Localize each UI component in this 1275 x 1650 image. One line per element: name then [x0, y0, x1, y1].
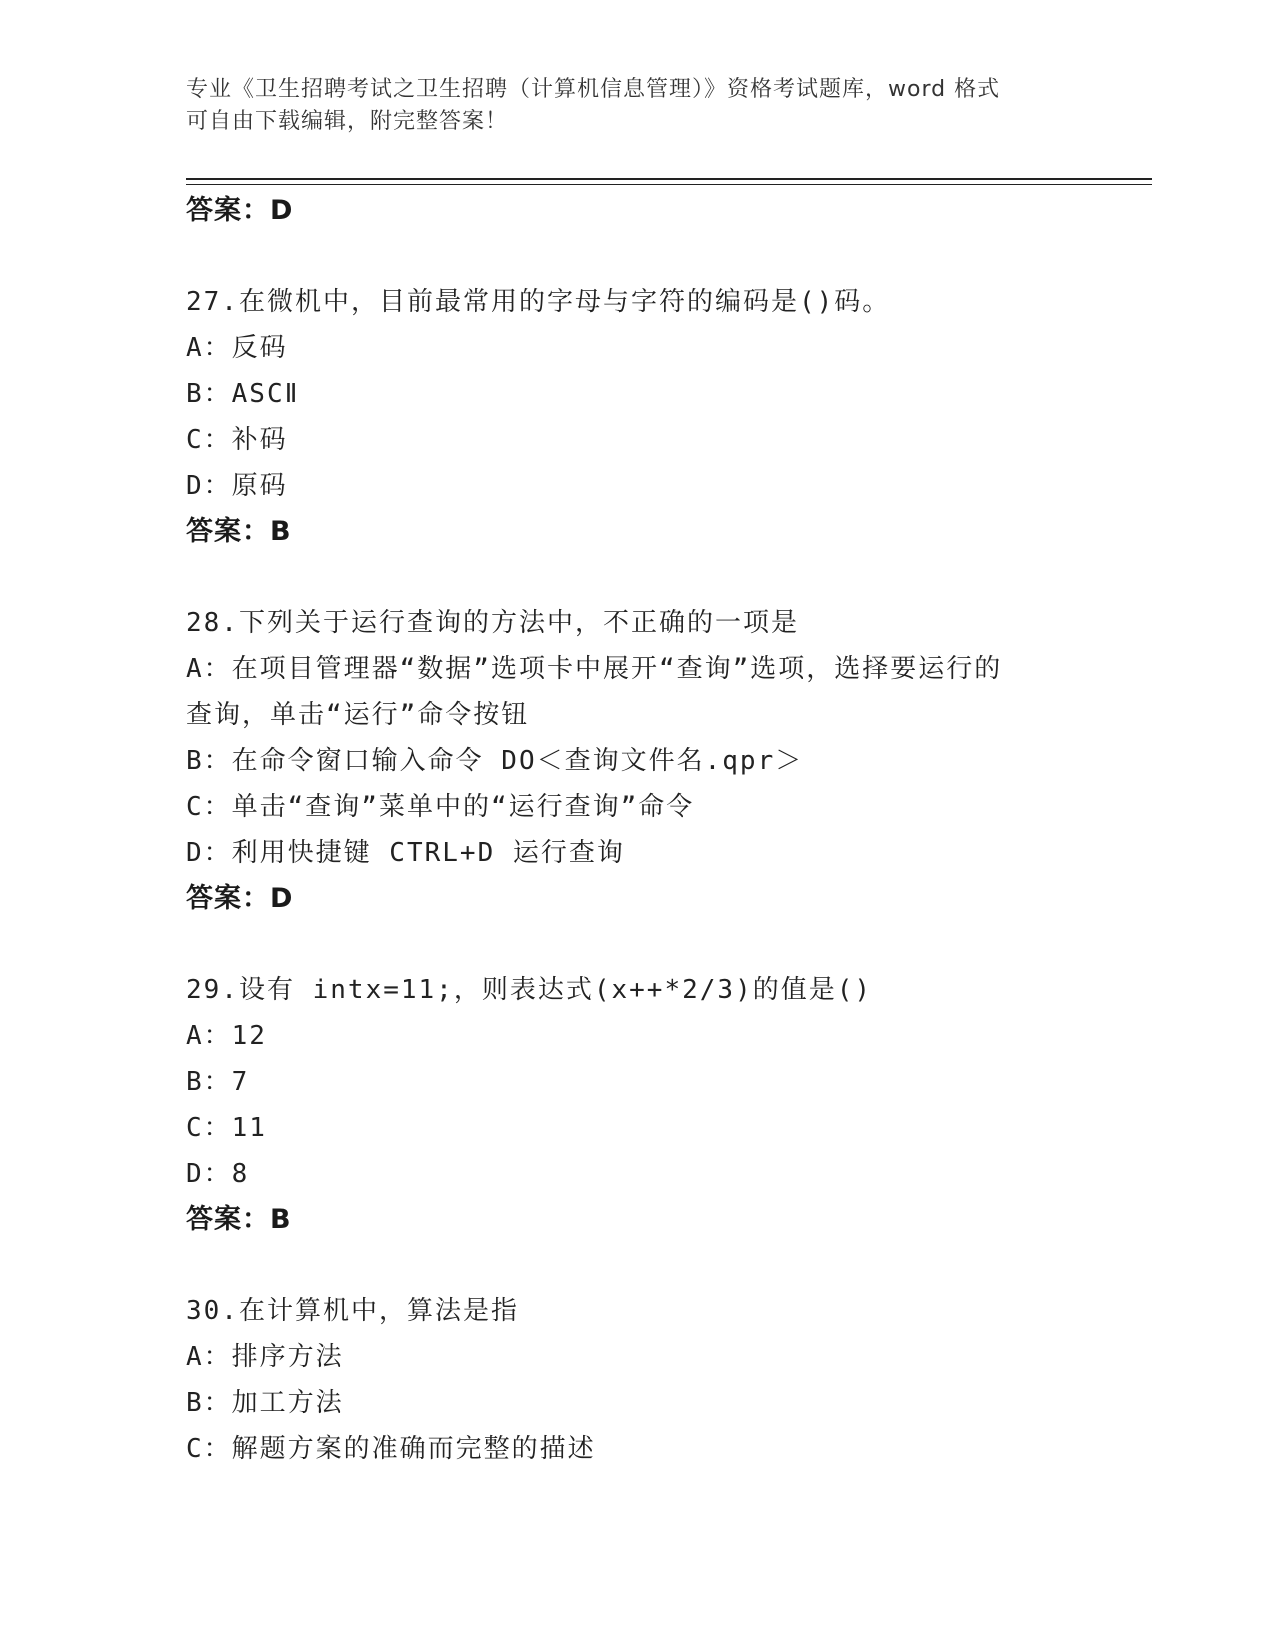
- answer-label: 答案：B: [186, 516, 292, 547]
- question-stem: 29.设有 intx=11;，则表达式(x++*2/3)的值是(): [186, 975, 873, 1005]
- answer-label: 答案：D: [186, 883, 294, 914]
- header-divider-thin: [186, 184, 1152, 185]
- question-27: [186, 279, 1086, 555]
- option-d: D：8: [186, 1159, 250, 1189]
- option-b: B：7: [186, 1067, 250, 1097]
- question-stem: 30.在计算机中，算法是指: [186, 1296, 519, 1326]
- header-line-1: 专业《卫生招聘考试之卫生招聘（计算机信息管理）》资格考试题库，word 格式: [186, 77, 1001, 102]
- answer-label: 答案：B: [186, 1204, 292, 1235]
- option-d: D：利用快捷键 CTRL+D 运行查询: [186, 838, 625, 868]
- option-a: A：排序方法: [186, 1342, 344, 1372]
- header-divider-thick: [186, 178, 1152, 180]
- option-c: C：补码: [186, 425, 288, 455]
- option-c: C：11: [186, 1113, 267, 1143]
- spacer: [186, 555, 1086, 600]
- previous-answer: 答案：D: [186, 195, 294, 226]
- option-a-continued: 查询，单击“运行”命令按钮: [186, 700, 530, 730]
- option-c: C：单击“查询”菜单中的“运行查询”命令: [186, 792, 695, 822]
- option-a: A：反码: [186, 333, 288, 363]
- spacer: [186, 1243, 1086, 1288]
- header-line-2: 可自由下载编辑，附完整答案！: [186, 109, 509, 134]
- question-30: [186, 1288, 1086, 1472]
- spacer: [186, 234, 1086, 279]
- question-stem: 27.在微机中，目前最常用的字母与字符的编码是()码。: [186, 287, 891, 317]
- option-b: B：在命令窗口输入命令 DO＜查询文件名.qpr＞: [186, 746, 804, 776]
- question-29: [186, 967, 1086, 1243]
- question-list: [186, 188, 1086, 1472]
- question-28: [186, 600, 1086, 922]
- question-stem: 28.下列关于运行查询的方法中，不正确的一项是: [186, 608, 799, 638]
- option-b: B：加工方法: [186, 1388, 344, 1418]
- option-a: A：在项目管理器“数据”选项卡中展开“查询”选项，选择要运行的: [186, 654, 1003, 684]
- spacer: [186, 922, 1086, 967]
- option-c: C：解题方案的准确而完整的描述: [186, 1434, 596, 1464]
- option-a: A：12: [186, 1021, 267, 1051]
- document-header: [186, 74, 1066, 138]
- option-b: B：ASCⅡ: [186, 379, 300, 409]
- option-d: D：原码: [186, 471, 288, 501]
